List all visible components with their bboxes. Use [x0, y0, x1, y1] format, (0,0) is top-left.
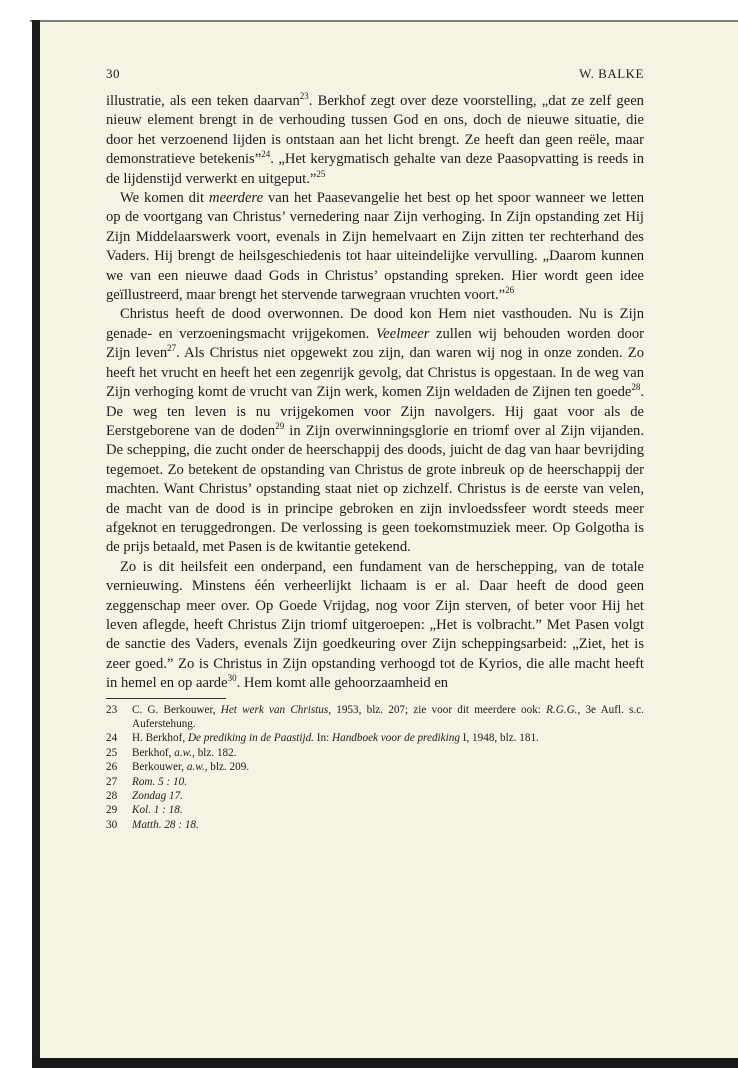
italic-text: De prediking in de Paastijd.: [187, 732, 314, 745]
footnote-text: [132, 775, 644, 789]
italic-text: Veelmeer: [375, 325, 430, 342]
footnote: [106, 731, 644, 745]
footnote-number: 24: [106, 732, 118, 745]
scan-border-bottom: [32, 1058, 738, 1068]
footnote-number: 23: [106, 703, 118, 716]
footnote-number: 30: [106, 818, 118, 831]
italic-text: R.G.G.,: [546, 703, 581, 716]
footnote-ref: 25: [316, 168, 326, 179]
text-run: C. G. Berkouwer,: [132, 703, 221, 716]
text-run: Christus heeft de dood overwonnen. De dood kon Hem niet vasthouden. Nu is Zijn genade- en verzoeningsmacht vrijgekomen.: [106, 306, 644, 342]
italic-text: Het werk van Christus,: [220, 703, 332, 716]
paragraph: [106, 189, 644, 305]
footnote: [106, 775, 644, 789]
footnote-text: [132, 789, 644, 803]
text-run: I, 1948, blz. 181.: [459, 732, 539, 745]
footnote-ref: 26: [505, 285, 515, 296]
text-run: zullen wij behouden worden door Zijn leven: [106, 325, 644, 362]
footnote: [106, 760, 644, 774]
text-run: In:: [313, 732, 333, 745]
footnote-text: [132, 703, 644, 732]
text-run: . „Het kerygmatisch gehalte van deze Paasopvatting is reeds in de lijdenstijd verwerkt en uitgeput.”: [106, 151, 644, 187]
footnote: [106, 818, 644, 832]
footnote-ref: 27: [167, 343, 177, 354]
footnote-ref: 28: [631, 382, 641, 393]
text-run: blz. 209.: [207, 761, 250, 774]
footnote: [106, 703, 644, 732]
footnote: [106, 789, 644, 803]
italic-text: meerdere: [209, 190, 264, 207]
paragraph: [106, 558, 644, 694]
footnote-number: 25: [106, 746, 118, 759]
page-content: [106, 66, 644, 832]
footnote-ref: 29: [275, 421, 285, 432]
body-text: [106, 92, 644, 694]
scan-border-left: [32, 20, 40, 1068]
text-run: 3e Aufl. s.c. Auferstehung.: [132, 703, 644, 730]
italic-text: Handboek voor de prediking: [332, 732, 460, 745]
text-run: . Hem komt alle gehoorzaamheid en: [236, 675, 449, 692]
italic-text: Kol. 1 : 18.: [132, 804, 183, 817]
footnote-ref: 23: [299, 91, 309, 102]
footnote-text: [132, 731, 644, 745]
text-run: Berkhof,: [132, 746, 175, 759]
text-run: illustratie, als een teken daarvan: [106, 93, 300, 109]
footnote-ref: 30: [227, 673, 237, 684]
footnote-number: 26: [106, 761, 118, 774]
italic-text: Zondag 17.: [132, 790, 183, 803]
italic-text: Matth. 28 : 18.: [132, 818, 199, 831]
footnote-ref: 24: [261, 149, 271, 160]
text-run: . Als Christus niet opgewekt zou zijn, dan waren wij nog in onze zonden. Zo heeft het vrucht en heeft het een zegenrijk gevolg, dat Christus is opgestaan. In de weg van Zijn verhoging komt de vrucht van Zijn werk, komen Zijn weldaden de Zijnen ten goede: [106, 345, 644, 401]
footnotes: [106, 703, 644, 833]
text-run: 1953, blz. 207; zie voor dit meerdere ook:: [331, 703, 547, 716]
text-run: van het Paasevangelie het best op het spoor wanneer we letten op de voortgang van Christus’ vernedering naar Zijn verhoging. In Zijn opstanding zet Hij Zijn Middelaarswerk voort, evenals in Zijn hemelvaart en Zijn zitten ter rechterhand des Vaders. Hij brengt de heilsgeschiedenis tot haar uiteindelijke vervulling. „Daarom kunnen we van een nieuwe daad Gods in Christus’ opstanding spreken. Hier wordt geen idee geïllustreerd, maar brengt het stervende tarwegraan vruchten voort.”: [106, 190, 644, 304]
footnote-text: [132, 818, 644, 832]
text-run: We komen dit: [120, 190, 210, 207]
italic-text: Rom. 5 : 10.: [132, 775, 187, 788]
footnote-text: [132, 760, 644, 774]
footnote-number: 28: [106, 790, 118, 803]
italic-text: a.w.,: [174, 746, 195, 759]
text-run: Berkouwer,: [132, 761, 187, 774]
text-run: . Berkhof zegt over deze voorstelling, „dat ze zelf geen nieuw element brengt in de verhouding tussen God en ons, doch de nieuwe situatie, die door het verzoenend lijden is ontstaan aan het licht brengt. Ze heeft dan geen reële, maar demonstratieve betekenis”: [106, 93, 644, 168]
footnote-number: 29: [106, 804, 118, 817]
footnote-text: [132, 746, 644, 760]
footnote-number: 27: [106, 775, 118, 788]
text-run: in Zijn overwinningsglorie en triomf over al Zijn vijanden. De schepping, die zucht onder de heerschappij des doods, juicht de dag van haar bevrijding tegemoet. Zo betekent de opstanding van Christus de grote inbreuk op de heerschappij der machten. Want Christus’ opstanding staat niet op zichzelf. Christus is de eerste van velen, de macht van de dood is in principe gebroken en zijn invloedssfeer wordt steeds meer afgeknot en teruggedrongen. De verlossing is geen toekomstmuziek meer. Op Golgotha is de prijs betaald, met Pasen is de kwitantie getekend.: [106, 422, 645, 556]
footnote-separator: [106, 698, 226, 699]
page-number: 30: [106, 66, 120, 81]
paragraph: [106, 92, 644, 189]
text-run: . De weg ten leven is nu vrijgekomen voor Zijn navolgers. Hij gaat voor als de Eerstgeborene van de doden: [106, 384, 644, 439]
running-header: [106, 66, 644, 82]
running-title: W. BALKE: [579, 66, 644, 81]
footnote: [106, 746, 644, 760]
text-run: blz. 182.: [194, 746, 237, 759]
text-run: Zo is dit heilsfeit een onderpand, een fundament van de herschepping, van de totale vernieuwing. Minstens één verheerlijkt lichaam is er al. Daar heeft de dood geen zeggenschap meer over. Op Goede Vrijdag, nog voor Zijn sterven, of beter voor Hij het leven aflegde, heeft Christus Zijn triomf uitgeroepen: „Het is volbracht.” Met Pasen volgt de sanctie des Vaders, evenals Zijn goedkeuring over Zijn scheppingsarbeid: „Ziet, het is zeer goed.” Zo is Christus in Zijn opstanding verhoogd tot de Kyrios, die alle macht heeft in hemel en op aarde: [106, 558, 644, 692]
paragraph: [106, 305, 644, 557]
footnote: [106, 803, 644, 817]
italic-text: a.w.,: [186, 761, 208, 774]
footnote-text: [132, 803, 644, 817]
text-run: H. Berkhof,: [132, 732, 188, 745]
